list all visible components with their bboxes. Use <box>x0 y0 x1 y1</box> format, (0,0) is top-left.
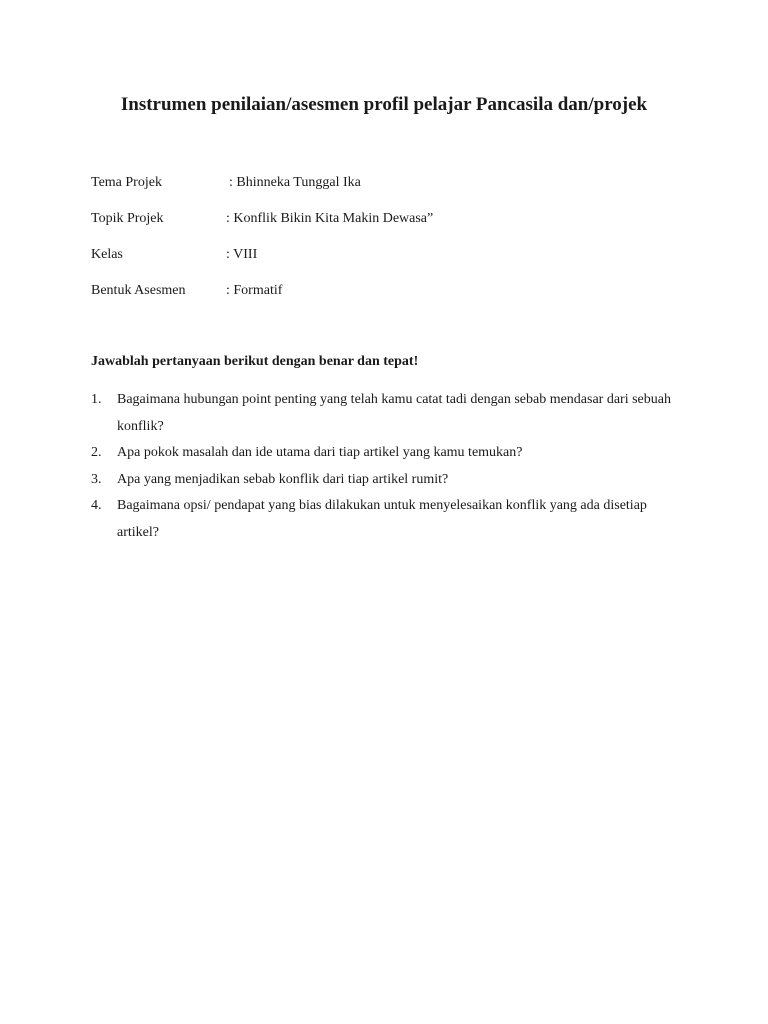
question-item <box>91 440 681 467</box>
instruction-heading: Jawablah pertanyaan berikut dengan benar dan tepat! <box>91 354 419 369</box>
question-number: 3. <box>91 471 102 487</box>
question-text: Bagaimana opsi/ pendapat yang bias dilakukan untuk menyelesaikan konflik yang ada disetiap artikel? <box>117 498 647 540</box>
meta-label: Tema Projek <box>91 175 162 190</box>
meta-label: Topik Projek <box>91 211 164 226</box>
question-text: Bagaimana hubungan point penting yang telah kamu catat tadi dengan sebab mendasar dari sebuah konflik? <box>117 392 671 434</box>
meta-row-tema <box>91 172 691 208</box>
project-meta <box>91 172 691 316</box>
question-item <box>91 467 681 494</box>
question-text: Apa pokok masalah dan ide utama dari tiap artikel yang kamu temukan? <box>117 445 523 460</box>
document-title: Instrumen penilaian/asesmen profil pelajar Pancasila dan/projek <box>120 94 648 115</box>
meta-row-topik <box>91 208 691 244</box>
meta-row-bentuk-asesmen <box>91 280 691 316</box>
question-number: 2. <box>91 445 102 460</box>
question-number: 4. <box>91 498 102 513</box>
question-item <box>91 493 681 546</box>
question-list <box>91 387 681 546</box>
question-text: Apa yang menjadikan sebab konflik dari tiap artikel rumit? <box>117 471 449 487</box>
meta-value: : Formatif <box>226 283 283 298</box>
meta-label: Bentuk Asesmen <box>91 283 186 298</box>
meta-label: Kelas <box>91 247 123 262</box>
meta-value: : Konflik Bikin Kita Makin Dewasa” <box>226 211 434 226</box>
question-item <box>91 387 681 440</box>
question-number: 1. <box>91 392 102 407</box>
meta-value: : Bhinneka Tunggal Ika <box>229 175 361 190</box>
meta-row-kelas <box>91 244 691 280</box>
meta-value: : VIII <box>226 247 258 262</box>
